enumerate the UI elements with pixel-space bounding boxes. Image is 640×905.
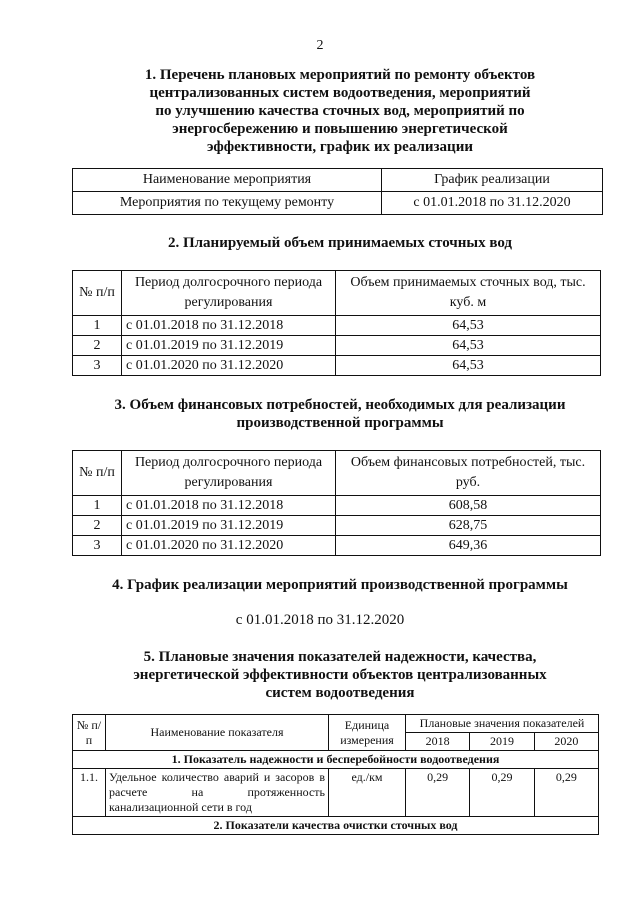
header-period: Период долгосрочного периода регулирования (122, 271, 336, 316)
section-5-title (60, 648, 620, 702)
section-1-title-line: эффективности, график их реализации (207, 139, 473, 155)
row-number-cell: 2 (73, 516, 122, 536)
header-year-2020: 2020 (534, 733, 598, 751)
header-year-2018: 2018 (406, 733, 470, 751)
header-schedule: График реализации (382, 169, 603, 192)
indicator-name-cell: Удельное количество аварий и засоров в расчете на протяженность канализационной сети в год (106, 769, 329, 817)
period-cell: с 01.01.2018 по 31.12.2018 (122, 496, 336, 516)
volume-cell: 64,53 (336, 336, 601, 356)
section-1-title-line: 1. Перечень плановых мероприятий по ремонту объектов (144, 67, 536, 83)
table-header-row (73, 169, 603, 192)
section-1-title-line: энергосбережению и повышению энергетической (172, 121, 508, 137)
section-1-title-line: по улучшению качества сточных вод, мероприятий по (155, 103, 525, 119)
table-row (73, 316, 601, 336)
header-number: № п/п (73, 715, 106, 751)
header-indicator-name: Наименование показателя (106, 715, 329, 751)
table-header-row (73, 451, 601, 496)
header-financial-needs: Объем финансовых потребностей, тыс. руб. (336, 451, 601, 496)
table-row (73, 192, 603, 215)
amount-cell: 649,36 (336, 536, 601, 556)
period-cell: с 01.01.2019 по 31.12.2019 (122, 516, 336, 536)
header-volume: Объем принимаемых сточных вод, тыс. куб. м (336, 271, 601, 316)
table-header-row (73, 715, 599, 733)
section-3-title-line: 3. Объем финансовых потребностей, необходимых для реализации (114, 397, 566, 413)
section-4-period: с 01.01.2018 по 31.12.2020 (235, 612, 405, 628)
table-row (73, 769, 599, 817)
value-2020-cell: 0,29 (534, 769, 598, 817)
table-header-row (73, 271, 601, 316)
row-number-cell: 1.1. (73, 769, 106, 817)
period-cell: с 01.01.2019 по 31.12.2019 (122, 336, 336, 356)
section-row (73, 817, 599, 835)
header-year-2019: 2019 (470, 733, 534, 751)
row-number-cell: 3 (73, 536, 122, 556)
unit-cell: ед./км (329, 769, 406, 817)
row-number-cell: 1 (73, 496, 122, 516)
indicators-table (72, 714, 599, 835)
section-3-title (60, 396, 620, 432)
amount-cell: 628,75 (336, 516, 601, 536)
header-activity-name: Наименование мероприятия (73, 169, 382, 192)
header-planned-values: Плановые значения показателей (406, 715, 599, 733)
volume-cell: 64,53 (336, 356, 601, 376)
section-2-heading-cell: 2. Показатели качества очистки сточных вод (73, 817, 599, 835)
section-1-title-line: централизованных систем водоотведения, мероприятий (149, 85, 531, 101)
header-period: Период долгосрочного периода регулирования (122, 451, 336, 496)
table-row (73, 356, 601, 376)
value-2019-cell: 0,29 (470, 769, 534, 817)
section-row (73, 751, 599, 769)
table-row (73, 496, 601, 516)
section-2-title: 2. Планируемый объем принимаемых сточных вод (167, 235, 513, 251)
activity-schedule-cell: с 01.01.2018 по 31.12.2020 (382, 192, 603, 215)
period-cell: с 01.01.2018 по 31.12.2018 (122, 316, 336, 336)
section-4-title: 4. График реализации мероприятий производственной программы (112, 577, 568, 593)
activities-table (72, 168, 603, 215)
table-row (73, 336, 601, 356)
financial-needs-table (72, 450, 601, 556)
wastewater-volume-table (72, 270, 601, 376)
section-1-heading-cell: 1. Показатель надежности и бесперебойности водоотведения (73, 751, 599, 769)
section-1-title (60, 66, 620, 156)
section-5-title-line: энергетической эффективности объектов централизованных (133, 667, 547, 683)
header-unit: Единица измерения (329, 715, 406, 751)
amount-cell: 608,58 (336, 496, 601, 516)
period-cell: с 01.01.2020 по 31.12.2020 (122, 536, 336, 556)
section-3-title-line: производственной программы (236, 415, 444, 431)
section-5-title-line: систем водоотведения (265, 685, 415, 701)
value-2018-cell: 0,29 (406, 769, 470, 817)
header-number: № п/п (73, 271, 122, 316)
volume-cell: 64,53 (336, 316, 601, 336)
header-number: № п/п (73, 451, 122, 496)
row-number-cell: 2 (73, 336, 122, 356)
table-row (73, 536, 601, 556)
page-number: 2 (316, 38, 324, 53)
row-number-cell: 3 (73, 356, 122, 376)
section-5-title-line: 5. Плановые значения показателей надежности, качества, (143, 649, 537, 665)
row-number-cell: 1 (73, 316, 122, 336)
period-cell: с 01.01.2020 по 31.12.2020 (122, 356, 336, 376)
table-row (73, 516, 601, 536)
activity-name-cell: Мероприятия по текущему ремонту (73, 192, 382, 215)
